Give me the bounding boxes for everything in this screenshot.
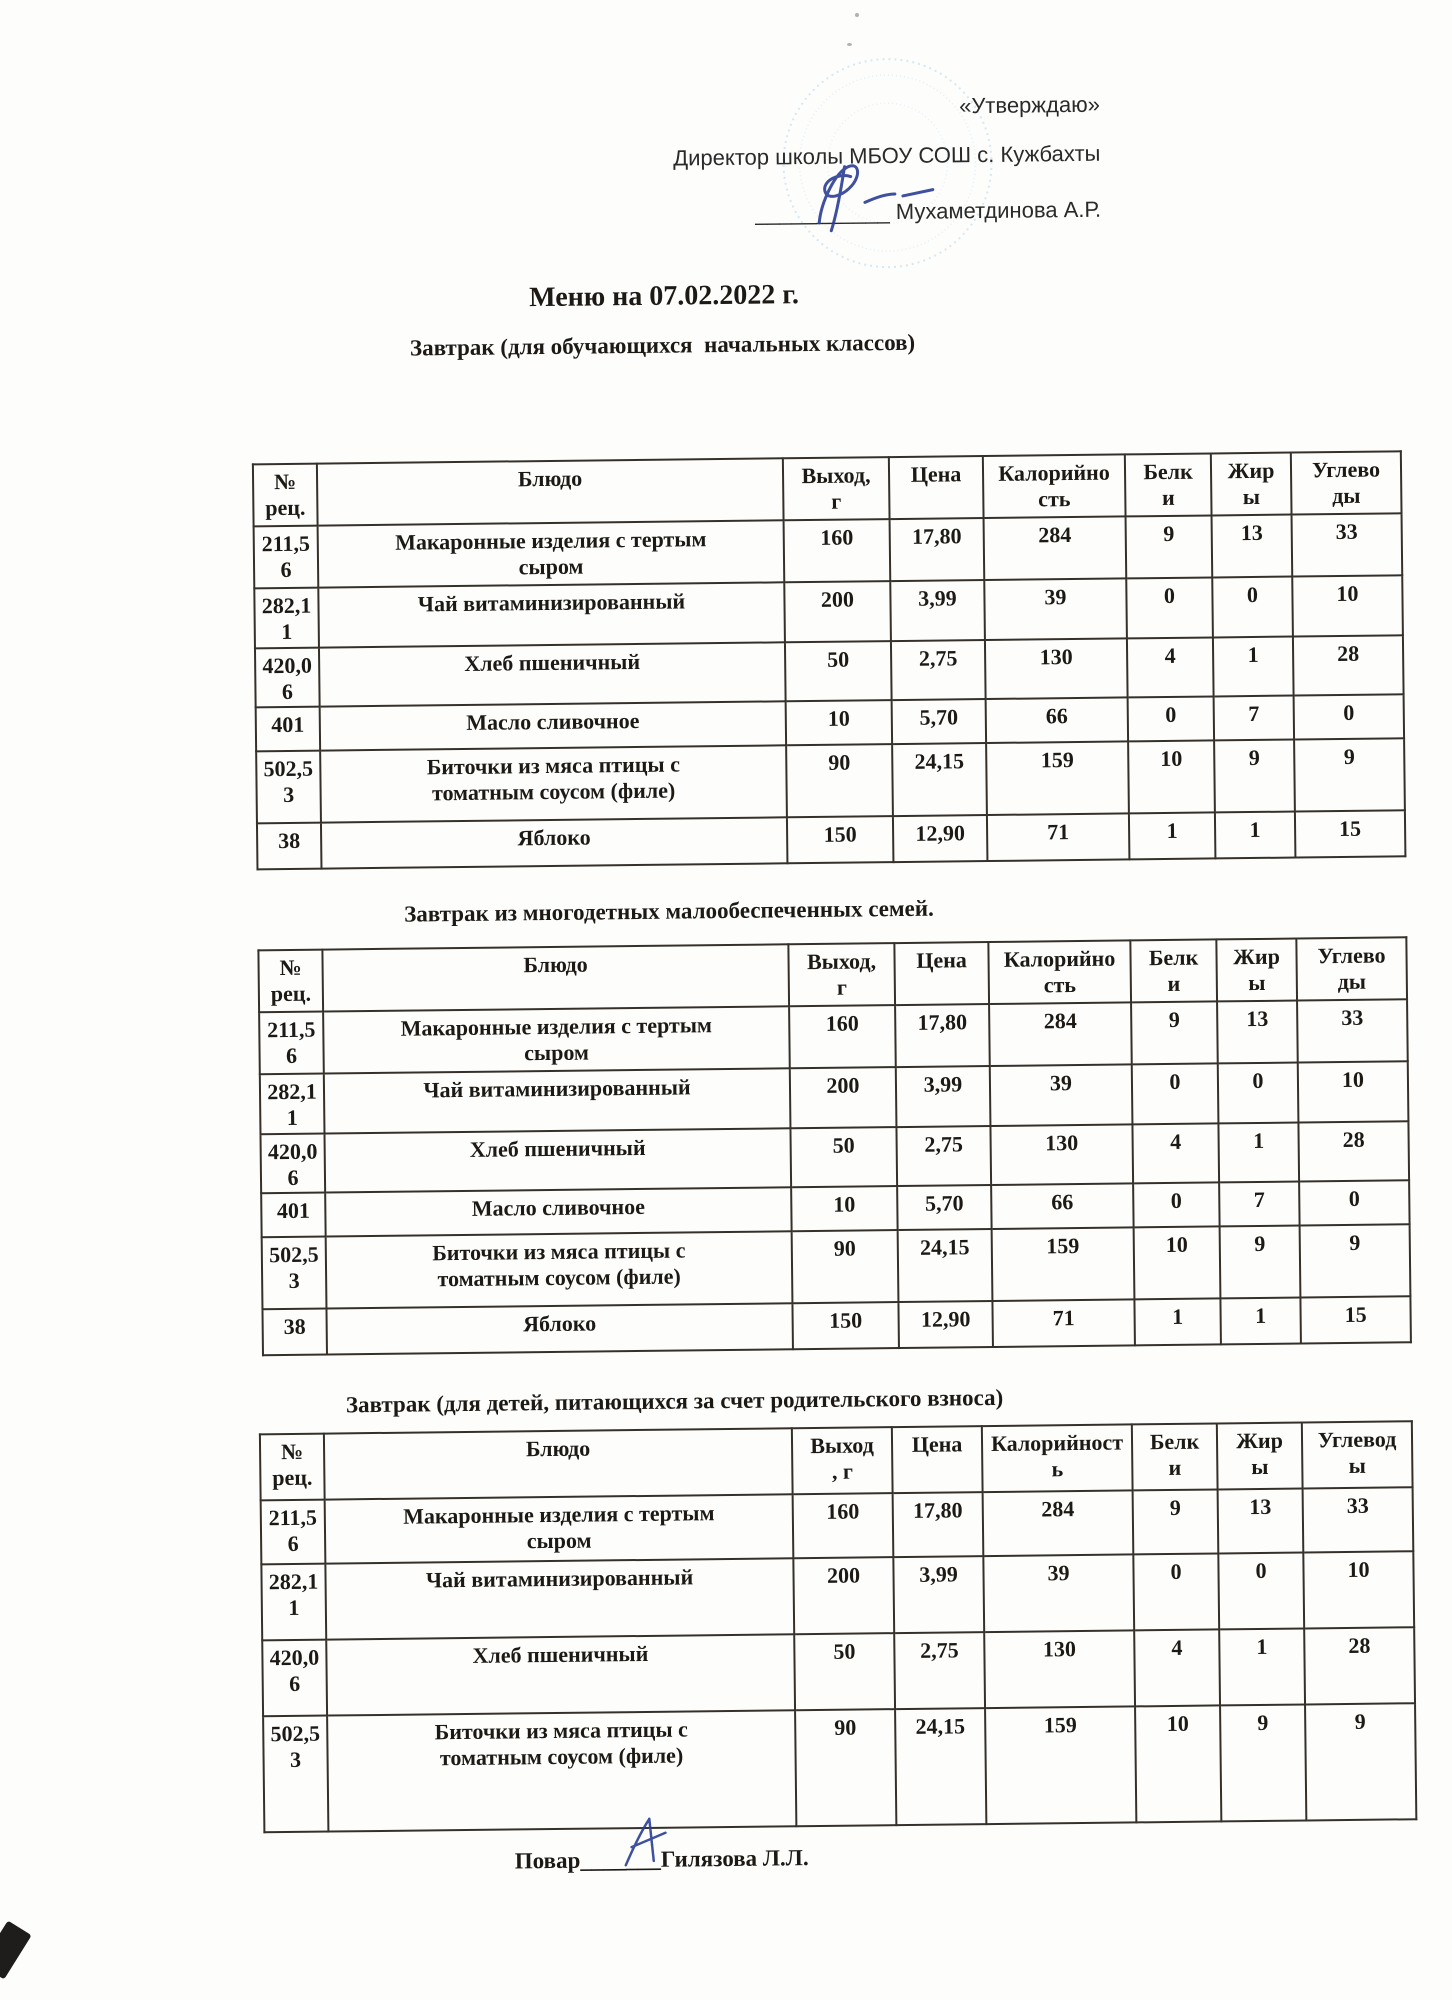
cell-recipe-no: 420,0 6 [262, 1640, 327, 1717]
cook-signature-line: Повар_______Гилязова Л.Л. [514, 1845, 809, 1874]
cell-recipe-no: 282,1 1 [260, 1074, 325, 1135]
cell-price: 5,70 [892, 699, 986, 744]
cell-price: 2,75 [896, 1126, 991, 1186]
cook-signature [607, 1806, 698, 1877]
cell-calories: 39 [984, 578, 1127, 640]
cell-price: 2,75 [894, 1632, 985, 1709]
cell-calories: 159 [992, 1227, 1135, 1301]
cell-fat: 9 [1214, 739, 1295, 812]
col-header-price: Цена [892, 1426, 983, 1493]
approval-label: «Утверждаю» [958, 91, 1101, 119]
cell-calories: 66 [991, 1183, 1133, 1229]
menu-row [261, 1551, 1414, 1640]
breakfast-primary-title: Завтрак (для обучающихся начальных классов) [409, 329, 916, 361]
col-header-carbs: Углево ды [1296, 937, 1407, 1000]
cell-calories: 39 [983, 1554, 1134, 1632]
cell-calories: 284 [984, 516, 1127, 580]
cell-protein: 10 [1134, 1226, 1221, 1299]
cell-carbs: 9 [1305, 1703, 1416, 1820]
cell-carbs: 33 [1303, 1487, 1414, 1552]
breakfast-large-families-title: Завтрак из многодетных малообеспеченных семей. [404, 895, 934, 927]
cell-protein: 0 [1128, 696, 1214, 741]
cell-recipe-no: 282,1 1 [254, 588, 319, 649]
menu-row [256, 738, 1405, 823]
cell-fat: 0 [1218, 1552, 1304, 1629]
cell-protein: 0 [1126, 577, 1213, 638]
cell-protein: 10 [1128, 740, 1215, 813]
cell-dish: Яблоко [326, 1303, 792, 1354]
cell-weight: 10 [786, 700, 892, 745]
col-header-calories: Калорийно сть [988, 940, 1131, 1004]
cell-recipe-no: 38 [257, 822, 322, 869]
scan-speck [855, 13, 859, 17]
cell-calories: 71 [992, 1299, 1135, 1347]
cell-dish: Хлеб пшеничный [319, 642, 786, 706]
cell-carbs: 0 [1294, 694, 1404, 739]
cell-weight: 160 [784, 519, 891, 582]
cell-fat: 0 [1218, 1063, 1299, 1124]
cell-price: 24,15 [892, 743, 987, 816]
cell-protein: 9 [1133, 1489, 1219, 1554]
menu-row [263, 1703, 1416, 1832]
cell-calories: 71 [987, 813, 1130, 861]
col-header-weight: Выход, г [788, 943, 895, 1006]
cell-weight: 10 [791, 1186, 897, 1231]
cell-fat: 13 [1212, 515, 1293, 578]
cell-dish: Хлеб пшеничный [324, 1128, 791, 1192]
cell-dish: Чай витаминизированный [318, 582, 785, 647]
cell-protein: 0 [1132, 1063, 1219, 1124]
cell-protein: 1 [1129, 812, 1216, 859]
cell-recipe-no: 282,1 1 [261, 1564, 326, 1641]
cell-fat: 9 [1220, 1225, 1301, 1298]
cell-calories: 39 [990, 1064, 1133, 1126]
cell-fat: 13 [1218, 1488, 1304, 1553]
cell-carbs: 10 [1303, 1551, 1414, 1628]
col-header-fat: Жир ы [1217, 1422, 1303, 1489]
breakfast-large-families-table [257, 936, 1412, 1356]
cell-recipe-no: 211,5 6 [261, 1500, 326, 1565]
cell-recipe-no: 211,5 6 [254, 526, 319, 589]
page-title: Меню на 07.02.2022 г. [528, 279, 800, 314]
col-header-dish: Блюдо [317, 458, 784, 525]
cell-price: 12,90 [893, 815, 988, 862]
col-header-weight: Выход , г [792, 1427, 893, 1494]
cell-price: 17,80 [890, 518, 985, 581]
cell-price: 17,80 [893, 1492, 984, 1557]
cell-protein: 10 [1135, 1705, 1221, 1822]
cell-fat: 0 [1212, 577, 1293, 638]
cell-fat: 1 [1215, 811, 1296, 858]
cell-dish: Биточки из мяса птицы с томатным соусом (филе) [327, 1710, 796, 1831]
cell-carbs: 28 [1293, 635, 1404, 695]
cell-recipe-no: 420,0 6 [260, 1134, 325, 1194]
cell-recipe-no: 401 [261, 1192, 325, 1237]
cell-price: 5,70 [897, 1185, 991, 1230]
cell-recipe-no: 401 [256, 706, 320, 751]
cell-dish: Чай витаминизированный [324, 1068, 791, 1133]
cell-carbs: 28 [1304, 1627, 1415, 1704]
cell-fat: 9 [1220, 1704, 1306, 1821]
menu-row [262, 1627, 1415, 1716]
col-header-weight: Выход, г [783, 457, 890, 520]
cell-protein: 1 [1134, 1298, 1221, 1345]
director-signature [790, 149, 971, 241]
cell-calories: 130 [984, 1630, 1135, 1708]
cell-price: 3,99 [896, 1066, 991, 1127]
cell-weight: 50 [790, 1127, 897, 1187]
col-header-dish: Блюдо [322, 944, 789, 1011]
col-header-fat: Жир ы [1211, 453, 1292, 516]
cell-dish: Масло сливочное [325, 1187, 791, 1236]
cell-carbs: 0 [1299, 1180, 1409, 1225]
cell-carbs: 10 [1292, 575, 1403, 636]
cell-price: 24,15 [898, 1229, 993, 1302]
cell-calories: 284 [989, 1002, 1132, 1066]
cell-fat: 7 [1214, 695, 1294, 740]
cell-carbs: 33 [1297, 999, 1408, 1062]
cell-price: 3,99 [890, 580, 985, 641]
cell-weight: 160 [793, 1493, 894, 1558]
cell-recipe-no: 502,5 3 [263, 1716, 328, 1833]
cell-price: 3,99 [893, 1556, 984, 1633]
cell-carbs: 10 [1298, 1061, 1409, 1122]
cell-price: 12,90 [898, 1301, 993, 1348]
scan-speck [847, 43, 852, 46]
cell-weight: 50 [794, 1633, 895, 1710]
cell-protein: 4 [1134, 1629, 1220, 1706]
cell-weight: 150 [787, 816, 894, 863]
cell-price: 24,15 [895, 1708, 986, 1825]
col-header-recipe-no: № рец. [253, 464, 318, 527]
cell-protein: 9 [1131, 1001, 1218, 1064]
director-signature-line: ___________ Мухаметдинова А.Р. [754, 196, 1102, 226]
cell-calories: 130 [985, 638, 1128, 698]
director-title-line: Директор школы МБОУ СОШ с. Кужбахты [673, 140, 1101, 171]
cell-weight: 160 [789, 1005, 896, 1068]
col-header-protein: Белк и [1132, 1423, 1218, 1490]
cell-dish: Макаронные изделия с тертым сыром [325, 1494, 794, 1563]
cell-protein: 0 [1133, 1182, 1219, 1227]
col-header-fat: Жир ы [1216, 939, 1297, 1002]
cell-dish: Макаронные изделия с тертым сыром [318, 520, 785, 587]
cell-recipe-no: 420,0 6 [255, 648, 320, 708]
col-header-calories: Калорийност ь [982, 1424, 1133, 1492]
menu-row [262, 1224, 1411, 1309]
cell-carbs: 15 [1295, 810, 1406, 857]
cell-carbs: 9 [1300, 1224, 1411, 1297]
cell-protein: 0 [1133, 1553, 1219, 1630]
breakfast-parent-fee-title: Завтрак (для детей, питающихся за счет родительского взноса) [345, 1384, 1004, 1418]
cell-calories: 284 [983, 1490, 1134, 1556]
cell-fat: 1 [1219, 1628, 1305, 1705]
cell-recipe-no: 38 [262, 1308, 327, 1355]
cell-weight: 200 [784, 581, 891, 642]
cell-recipe-no: 502,5 3 [262, 1236, 327, 1309]
cell-calories: 66 [986, 697, 1128, 743]
cell-protein: 4 [1127, 637, 1214, 697]
cell-calories: 159 [986, 741, 1129, 815]
cell-dish: Масло сливочное [320, 701, 786, 750]
cell-dish: Хлеб пшеничный [326, 1634, 795, 1715]
cell-carbs: 28 [1298, 1121, 1409, 1181]
cell-carbs: 15 [1300, 1296, 1411, 1343]
cell-weight: 200 [790, 1067, 897, 1128]
cell-dish: Макаронные изделия с тертым сыром [323, 1006, 790, 1073]
col-header-protein: Белк и [1125, 453, 1212, 516]
cell-dish: Чай витаминизированный [325, 1558, 794, 1639]
col-header-carbs: Углево ды [1291, 451, 1402, 514]
col-header-calories: Калорийно сть [983, 454, 1126, 518]
cell-protein: 4 [1132, 1123, 1219, 1183]
col-header-recipe-no: № рец. [260, 1434, 325, 1501]
breakfast-primary-table [252, 450, 1407, 870]
cell-fat: 1 [1220, 1297, 1301, 1344]
cell-weight: 50 [785, 641, 892, 701]
cell-fat: 1 [1218, 1123, 1299, 1183]
cell-recipe-no: 211,5 6 [259, 1012, 324, 1075]
cell-fat: 7 [1219, 1181, 1299, 1226]
col-header-price: Цена [889, 456, 984, 519]
cell-dish: Биточки из мяса птицы с томатным соусом (филе) [326, 1231, 793, 1308]
col-header-dish: Блюдо [324, 1428, 793, 1499]
cell-weight: 90 [795, 1709, 896, 1826]
cell-fat: 1 [1213, 637, 1294, 697]
cell-dish: Биточки из мяса птицы с томатным соусом (филе) [320, 745, 787, 822]
col-header-recipe-no: № рец. [258, 950, 323, 1013]
cell-calories: 130 [990, 1124, 1133, 1184]
cell-carbs: 9 [1294, 738, 1405, 811]
cell-protein: 9 [1126, 515, 1213, 578]
cell-calories: 159 [985, 1706, 1136, 1824]
cell-fat: 13 [1217, 1001, 1298, 1064]
breakfast-parent-fee-table [259, 1420, 1417, 1833]
cell-recipe-no: 502,5 3 [256, 750, 321, 823]
cell-weight: 150 [792, 1302, 899, 1349]
col-header-carbs: Углевод ы [1302, 1421, 1413, 1488]
cell-dish: Яблоко [321, 817, 787, 868]
cell-weight: 200 [793, 1557, 894, 1634]
cell-price: 2,75 [891, 640, 986, 700]
cell-carbs: 33 [1292, 513, 1403, 576]
cell-weight: 90 [792, 1230, 899, 1303]
col-header-price: Цена [894, 942, 989, 1005]
col-header-protein: Белк и [1130, 939, 1217, 1002]
cell-price: 17,80 [895, 1004, 990, 1067]
cell-weight: 90 [786, 744, 893, 817]
